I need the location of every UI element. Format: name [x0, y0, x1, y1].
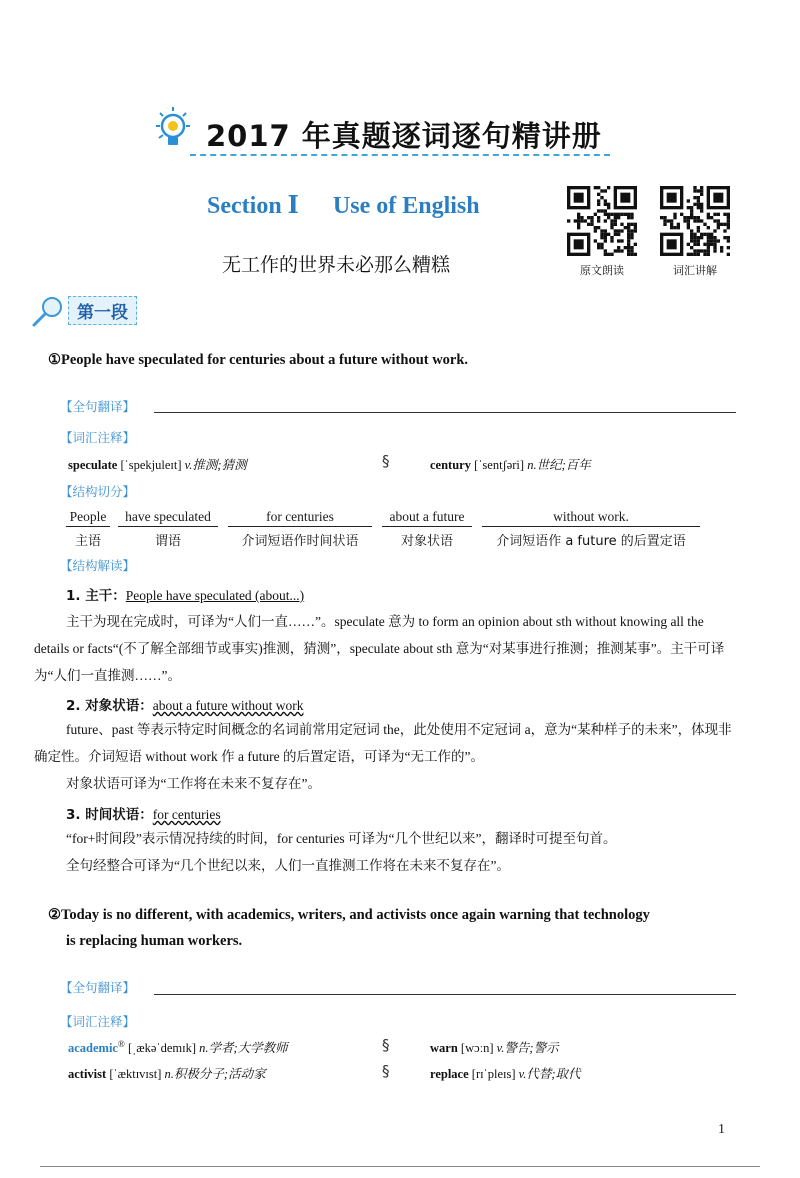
- vocab-meaning: n.学者;大学教师: [199, 1041, 288, 1055]
- vocab-word: replace: [430, 1067, 469, 1081]
- title-divider: [190, 154, 610, 156]
- separator-icon: §: [382, 452, 390, 470]
- paragraph-heading: 第一段: [68, 296, 137, 325]
- point-3-label: 3. 时间状语：: [66, 807, 153, 823]
- vocab-phonetic: [ˈæktɪvɪst]: [109, 1067, 162, 1081]
- separator-icon: §: [382, 1036, 390, 1054]
- section-name: Use of English: [332, 193, 480, 219]
- segment-role: 主语: [74, 534, 101, 549]
- vocab-phonetic: [ˈspekjuleɪt]: [120, 458, 182, 472]
- translation-tag: 【全句翻译】: [60, 399, 136, 414]
- vocab-tag: 【词汇注释】: [60, 430, 136, 445]
- point-2-label: 2. 对象状语：: [66, 698, 153, 714]
- vocab-word: warn: [430, 1041, 458, 1055]
- vocab-entry: [68, 1064, 266, 1082]
- vocab-meaning: n.世纪;百年: [527, 458, 591, 472]
- vocab-entry: [430, 1064, 581, 1082]
- point-2-text: future、past 等表示特定时间概念的名词前常用定冠词 the，此处使用不定冠词 a，意为“某种样子的未来”，体现非确定性。介词短语 without work 作 a future 的后置定语，可译为“无工作的”。: [34, 722, 732, 764]
- exam-frequency-icon: ®: [117, 1038, 125, 1049]
- segment: [382, 509, 472, 549]
- page-number: 1: [718, 1122, 725, 1137]
- page-bottom-rule: [40, 1166, 760, 1167]
- vocab-meaning: v.警告;警示: [496, 1041, 559, 1055]
- vocab-phonetic: [ˈsentʃəri]: [474, 458, 525, 472]
- sentence-2-line-2: is replacing human workers.: [66, 933, 243, 949]
- segment: [482, 509, 700, 549]
- segment-text: about a future: [382, 509, 472, 527]
- point-3-summary: 全句经整合可译为“几个世纪以来，人们一直推测工作将在未来不复存在”。: [66, 858, 510, 873]
- vocab-word: speculate: [68, 458, 118, 472]
- vocab-word: activist: [68, 1067, 107, 1081]
- segment-text: People: [66, 509, 110, 527]
- point-1-heading: [66, 584, 304, 604]
- sentence-1: ①People have speculated for centuries about a future without work.: [48, 352, 469, 368]
- article-title: 无工作的世界未必那么糟糕: [222, 254, 451, 276]
- section-label: Section Ⅰ: [207, 193, 299, 219]
- structure-tag: 【结构切分】: [60, 484, 136, 499]
- vocab-meaning: v.代替;取代: [518, 1067, 581, 1081]
- vocab-entry: [68, 1038, 288, 1056]
- vocab-phonetic: [wɔːn]: [460, 1041, 494, 1055]
- translation-blank[interactable]: [154, 994, 736, 995]
- segment-text: for centuries: [228, 509, 372, 527]
- vocab-entry: [68, 455, 247, 473]
- point-1-phrase: People have speculated (about...): [125, 588, 305, 603]
- magnifier-icon: [30, 294, 66, 328]
- segment: [66, 509, 110, 549]
- vocab-word: century: [430, 458, 471, 472]
- segment-text: have speculated: [118, 509, 218, 527]
- point-3-heading: [66, 803, 221, 823]
- point-2-summary: 对象状语可译为“工作将在未来不复存在”。: [66, 776, 321, 791]
- vocab-tag: 【词汇注释】: [60, 1014, 136, 1029]
- vocab-entry: [430, 455, 591, 473]
- segment-text: without work.: [482, 509, 700, 527]
- segment-role: 谓语: [154, 534, 181, 549]
- section-heading: [207, 190, 480, 220]
- translation-blank[interactable]: [154, 412, 736, 413]
- analysis-tag: 【结构解读】: [60, 558, 136, 573]
- point-2-heading: [66, 694, 303, 714]
- translation-tag: 【全句翻译】: [60, 980, 136, 995]
- point-1-text: 主干为现在完成时，可译为“人们一直……”。speculate 意为 to form an opinion about sth without knowing all the details or facts“(不了解全部细节或事实)推测，猜测”，speculate about sth 意为“对某事进行推测；推测某事”。主干可译为“人们一直推测……”。: [34, 614, 725, 683]
- segment: [228, 509, 372, 549]
- segment-role: 对象状语: [400, 534, 453, 549]
- vocab-entry: [430, 1038, 559, 1056]
- vocab-phonetic: [ˌækəˈdemɪk]: [127, 1041, 196, 1055]
- qr-code-read-aloud[interactable]: [567, 186, 637, 256]
- segment-role: 介词短语作时间状语: [241, 534, 359, 549]
- book-title: 2017 年真题逐词逐句精讲册: [206, 119, 602, 153]
- qr-code-vocab[interactable]: [660, 186, 730, 256]
- vocab-word: academic: [68, 1041, 118, 1055]
- vocab-phonetic: [rɪˈpleɪs]: [471, 1067, 516, 1081]
- vocab-meaning: v.推测;猜测: [184, 458, 247, 472]
- point-2-phrase: about a future without work: [152, 698, 304, 713]
- qr-label-read-aloud: 原文朗读: [580, 264, 624, 277]
- segment-role: 介词短语作 a future 的后置定语: [496, 534, 686, 549]
- sentence-2-line-1: ②Today is no different, with academics, writers, and activists once again warning that technology: [48, 907, 650, 923]
- lightbulb-icon: [148, 104, 194, 150]
- qr-label-vocab: 词汇讲解: [673, 264, 717, 277]
- vocab-meaning: n.积极分子;活动家: [164, 1067, 266, 1081]
- segment: [118, 509, 218, 549]
- separator-icon: §: [382, 1062, 390, 1080]
- point-3-text: “for+时间段”表示情况持续的时间，for centuries 可译为“几个世纪以来”，翻译时可提至句首。: [66, 831, 617, 846]
- point-1-label: 1. 主干：: [66, 588, 126, 604]
- point-3-phrase: for centuries: [152, 807, 221, 822]
